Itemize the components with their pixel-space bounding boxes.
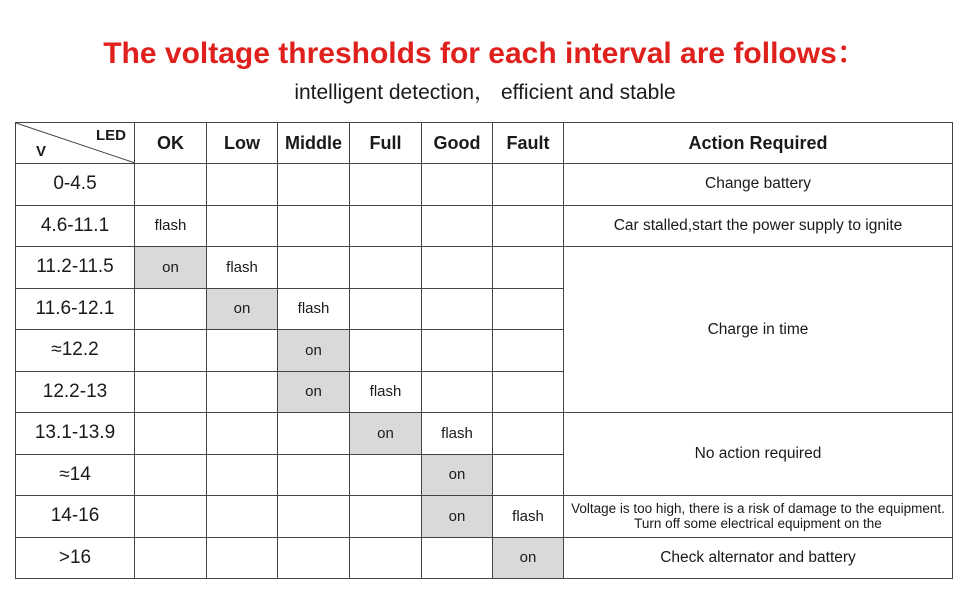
col-header-middle: Middle bbox=[278, 123, 350, 164]
led-state-cell bbox=[493, 164, 564, 206]
led-state-cell bbox=[493, 288, 564, 330]
led-state-cell bbox=[278, 164, 350, 206]
voltage-cell: ≈14 bbox=[16, 454, 135, 496]
page-title: The voltage thresholds for each interval are follows： bbox=[103, 37, 867, 70]
led-state-cell bbox=[278, 496, 350, 538]
led-state-cell bbox=[278, 413, 350, 455]
led-state-cell bbox=[207, 413, 278, 455]
led-state-cell bbox=[207, 537, 278, 579]
led-state-cell bbox=[493, 205, 564, 247]
led-state-cell: flash bbox=[278, 288, 350, 330]
action-cell: Check alternator and battery bbox=[564, 537, 953, 579]
led-state-cell bbox=[278, 454, 350, 496]
table-row bbox=[16, 496, 953, 538]
led-state-cell: flash bbox=[135, 205, 207, 247]
led-state-cell: on bbox=[207, 288, 278, 330]
led-state-cell bbox=[207, 164, 278, 206]
led-state-cell bbox=[422, 330, 493, 372]
voltage-cell: >16 bbox=[16, 537, 135, 579]
led-state-cell bbox=[493, 330, 564, 372]
voltage-cell: ≈12.2 bbox=[16, 330, 135, 372]
led-state-cell bbox=[207, 330, 278, 372]
led-state-cell: on bbox=[278, 330, 350, 372]
led-state-cell bbox=[493, 371, 564, 413]
voltage-cell: 11.2-11.5 bbox=[16, 247, 135, 289]
table-row bbox=[16, 205, 953, 247]
corner-header-cell bbox=[16, 123, 135, 164]
led-state-cell bbox=[493, 413, 564, 455]
led-state-cell bbox=[350, 164, 422, 206]
voltage-cell: 11.6-12.1 bbox=[16, 288, 135, 330]
action-cell: Voltage is too high, there is a risk of damage to the equipment. Turn off some electrical equipment on the bbox=[564, 496, 953, 538]
led-state-cell bbox=[135, 537, 207, 579]
led-state-cell bbox=[207, 205, 278, 247]
voltage-axis-label: V bbox=[36, 143, 47, 160]
col-header-full: Full bbox=[350, 123, 422, 164]
led-state-cell bbox=[422, 247, 493, 289]
led-state-cell bbox=[135, 164, 207, 206]
table-row bbox=[16, 247, 953, 289]
led-state-cell bbox=[350, 247, 422, 289]
led-state-cell: on bbox=[493, 537, 564, 579]
led-state-cell: on bbox=[135, 247, 207, 289]
action-cell: No action required bbox=[564, 413, 953, 496]
action-cell: Change battery bbox=[564, 164, 953, 206]
led-state-cell bbox=[350, 496, 422, 538]
led-state-cell bbox=[422, 537, 493, 579]
led-state-cell bbox=[135, 288, 207, 330]
action-cell: Car stalled,start the power supply to ignite bbox=[564, 205, 953, 247]
table-header-row bbox=[16, 123, 953, 164]
voltage-cell: 12.2-13 bbox=[16, 371, 135, 413]
led-state-cell bbox=[422, 288, 493, 330]
table-row bbox=[16, 537, 953, 579]
col-header-action: Action Required bbox=[564, 123, 953, 164]
led-state-cell bbox=[422, 371, 493, 413]
led-state-cell bbox=[207, 371, 278, 413]
led-state-cell bbox=[350, 537, 422, 579]
led-state-cell bbox=[422, 164, 493, 206]
led-state-cell: on bbox=[422, 454, 493, 496]
led-state-cell: on bbox=[422, 496, 493, 538]
col-header-good: Good bbox=[422, 123, 493, 164]
led-state-cell: on bbox=[278, 371, 350, 413]
led-state-cell: flash bbox=[422, 413, 493, 455]
led-state-cell bbox=[135, 454, 207, 496]
led-state-cell bbox=[422, 205, 493, 247]
led-state-cell bbox=[135, 371, 207, 413]
led-state-cell bbox=[350, 205, 422, 247]
voltage-threshold-table bbox=[15, 122, 953, 579]
col-header-ok: OK bbox=[135, 123, 207, 164]
voltage-cell: 4.6-11.1 bbox=[16, 205, 135, 247]
table-row bbox=[16, 164, 953, 206]
led-state-cell bbox=[135, 330, 207, 372]
led-state-cell bbox=[350, 288, 422, 330]
led-axis-label: LED bbox=[96, 127, 126, 144]
led-state-cell bbox=[278, 247, 350, 289]
led-state-cell: on bbox=[350, 413, 422, 455]
led-state-cell bbox=[135, 413, 207, 455]
led-state-cell bbox=[350, 330, 422, 372]
col-header-fault: Fault bbox=[493, 123, 564, 164]
led-state-cell bbox=[350, 454, 422, 496]
led-state-cell: flash bbox=[493, 496, 564, 538]
led-state-cell bbox=[278, 205, 350, 247]
led-state-cell bbox=[493, 247, 564, 289]
led-state-cell bbox=[135, 496, 207, 538]
page-subtitle: intelligent detection， efficient and stable bbox=[294, 81, 676, 104]
voltage-cell: 13.1-13.9 bbox=[16, 413, 135, 455]
led-state-cell: flash bbox=[350, 371, 422, 413]
led-state-cell bbox=[278, 537, 350, 579]
action-cell: Charge in time bbox=[564, 247, 953, 413]
led-state-cell: flash bbox=[207, 247, 278, 289]
voltage-cell: 0-4.5 bbox=[16, 164, 135, 206]
led-state-cell bbox=[207, 454, 278, 496]
led-state-cell bbox=[493, 454, 564, 496]
col-header-low: Low bbox=[207, 123, 278, 164]
voltage-cell: 14-16 bbox=[16, 496, 135, 538]
led-state-cell bbox=[207, 496, 278, 538]
table-row bbox=[16, 413, 953, 455]
